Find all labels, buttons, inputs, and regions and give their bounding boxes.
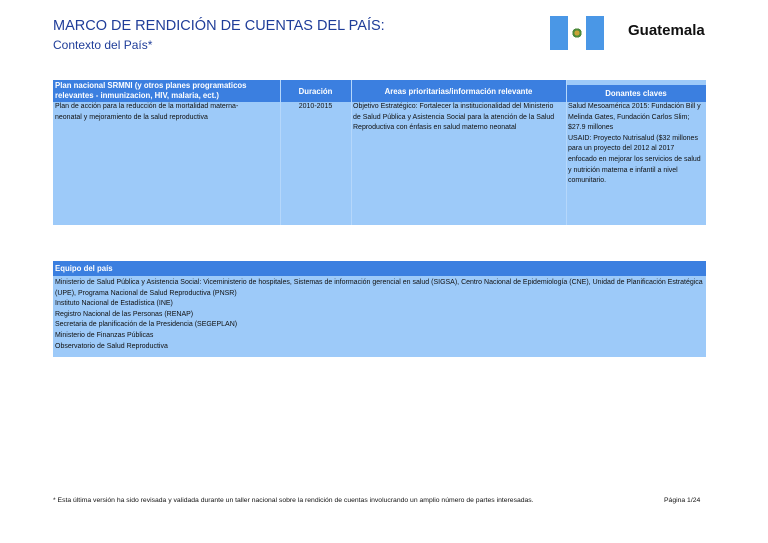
country-team-section (53, 261, 706, 357)
plans-table (53, 80, 706, 225)
cell-line: neonatal y mejoramiento de la salud reproductiva (55, 113, 208, 121)
team-line: (UPE), Programa Nacional de Salud Reproductiva (PNSR) (55, 289, 237, 297)
cell-line: y nutrición materna e infantil a nivel (568, 166, 678, 174)
team-line: Ministerio de Salud Pública y Asistencia Social: Viceministerio de hospitales, Sistemas de información gerencial en salud (SIGSA), Centro Nacional de Epidemiología (CNE), Unidad de Planificación Estratégica (55, 279, 703, 286)
cell-line: comunitario. (568, 177, 607, 185)
page-number: Página 1/24 (664, 497, 701, 504)
cell-line: Salud Mesoamérica 2015: Fundación Bill y (568, 103, 701, 110)
header-donors: Donantes claves (566, 85, 706, 102)
cell-donors (566, 102, 706, 187)
guatemala-flag-icon (550, 16, 604, 50)
cell-line: Melinda Gates, Fundación Carlos Slim; (568, 113, 690, 121)
coat-of-arms-icon (571, 27, 583, 39)
country-name: Guatemala (628, 22, 705, 39)
team-header: Equipo del país (53, 261, 706, 276)
cell-line: para un proyecto del 2012 al 2017 (568, 145, 675, 153)
cell-line: Plan de acción para la reducción de la mortalidad materna- (55, 103, 239, 110)
header-plan: Plan nacional SRMNI (y otros planes programaticos relevantes - inmunizacion, HIV, malaria, ect.) (53, 80, 280, 102)
footnote: * Esta última versión ha sido revisada y validada durante un taller nacional sobre la rendición de cuentas involucrando un amplio número de partes interesadas. (53, 497, 534, 504)
cell-line: Reproductiva con énfasis en salud materno neonatal (353, 124, 517, 132)
cell-line: $27.9 millones (568, 124, 614, 132)
cell-areas (351, 102, 566, 134)
team-line: Secretaria de planificación de la Presidencia (SEGEPLAN) (55, 321, 238, 329)
cell-line: USAID: Proyecto Nutrisalud ($32 millones (568, 134, 698, 142)
cell-duration: 2010-2015 (298, 103, 333, 110)
page-title (53, 17, 385, 54)
team-line: Registro Nacional de las Personas (RENAP) (55, 310, 194, 318)
cell-line: de Salud Pública y Asistencia Social para la atención de la Salud (353, 113, 555, 121)
cell-line: enfocado en mejorar los servicios de salud (568, 155, 701, 163)
title-line-2: Contexto del País* (53, 38, 153, 52)
header-areas: Areas prioritarias/información relevante (351, 80, 566, 102)
cell-line: Objetivo Estratégico: Fortalecer la institucionalidad del Ministerio (353, 103, 554, 110)
team-line: Ministerio de Finanzas Públicas (55, 331, 154, 339)
team-line: Observatorio de Salud Reproductiva (55, 342, 168, 350)
title-line-1: MARCO DE RENDICIÓN DE CUENTAS DEL PAÍS: (53, 18, 385, 34)
header-duration: Duración (280, 80, 351, 102)
cell-plan (53, 102, 280, 123)
team-line: Instituto Nacional de Estadística (INE) (55, 300, 173, 308)
